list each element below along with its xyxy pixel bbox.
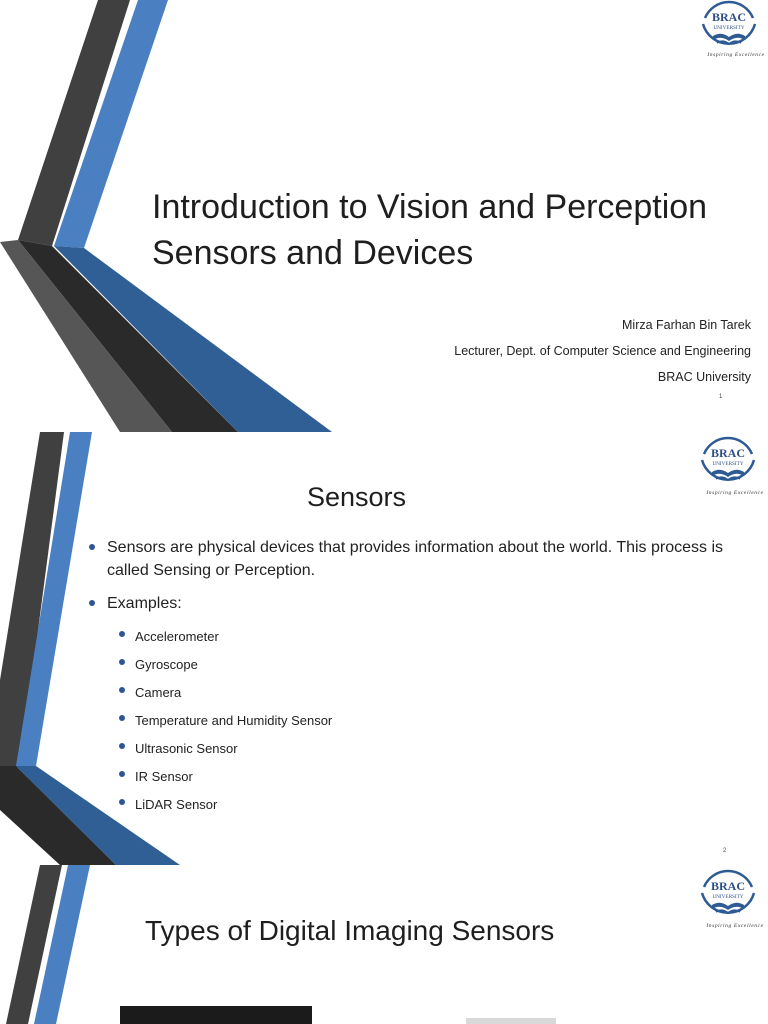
slide-sensors (0, 432, 768, 865)
logo-word-university: UNIVERSITY (713, 25, 745, 31)
bullet-dot-icon (119, 715, 125, 721)
logo-tagline: Inspiring Excellence (707, 52, 765, 58)
bullet-dot-icon (89, 600, 95, 606)
bullet-dot-icon (89, 544, 95, 550)
brac-emblem-icon (698, 432, 758, 490)
logo-tagline: Inspiring Excellence (706, 923, 764, 929)
author-name: Mirza Farhan Bin Tarek (622, 318, 751, 332)
list-item (118, 707, 728, 735)
bullet-dot-icon (119, 687, 125, 693)
sensor-photo (120, 1006, 312, 1024)
slide-heading: Sensors (307, 482, 407, 512)
sensor-photo-2 (466, 1018, 556, 1024)
example-label: Accelerometer (135, 629, 219, 644)
brac-emblem-icon (699, 0, 759, 52)
logo-word-brac: BRAC (710, 879, 746, 893)
example-label: LiDAR Sensor (135, 797, 218, 812)
list-item (118, 791, 728, 819)
logo-word-university: UNIVERSITY (712, 894, 744, 900)
brac-emblem-icon (698, 865, 758, 923)
author-institution: BRAC University (657, 370, 751, 384)
list-item (118, 763, 728, 791)
decorative-chevron-stripes (0, 865, 100, 1024)
list-item (118, 735, 728, 763)
bullet-examples (88, 592, 728, 819)
page-number: 2 (723, 848, 727, 854)
author-info (454, 312, 751, 390)
example-label: Temperature and Humidity Sensor (135, 713, 333, 728)
page-number: 1 (719, 394, 723, 400)
bullet-dot-icon (119, 743, 125, 749)
examples-list (107, 623, 728, 819)
presentation-title (152, 184, 707, 276)
bullet-text: Examples: (107, 595, 182, 612)
bullet-definition (88, 536, 728, 582)
list-item (118, 623, 728, 651)
example-label: IR Sensor (135, 769, 193, 784)
example-label: Ultrasonic Sensor (135, 741, 238, 756)
logo-word-university: UNIVERSITY (712, 461, 744, 467)
bullet-dot-icon (119, 659, 125, 665)
slide-imaging-sensors (0, 865, 768, 1024)
list-item (118, 679, 728, 707)
bullet-list (88, 536, 728, 829)
title-line-1: Introduction to Vision and Perception (152, 188, 708, 226)
author-role: Lecturer, Dept. of Computer Science and Engineering (454, 344, 751, 358)
logo-tagline: Inspiring Excellence (706, 490, 764, 496)
logo-word-brac: BRAC (711, 10, 747, 24)
list-item (118, 651, 728, 679)
bullet-dot-icon (119, 631, 125, 637)
example-label: Gyroscope (135, 657, 198, 672)
title-line-2: Sensors and Devices (152, 234, 474, 272)
slide-heading: Types of Digital Imaging Sensors (145, 915, 555, 946)
example-label: Camera (135, 685, 182, 700)
bullet-dot-icon (119, 771, 125, 777)
logo-word-brac: BRAC (710, 446, 746, 460)
bullet-dot-icon (119, 799, 125, 805)
bullet-text: Sensors are physical devices that provides information about the world. This process is called Sensing or Perception. (107, 539, 724, 579)
slide-title (0, 0, 768, 432)
